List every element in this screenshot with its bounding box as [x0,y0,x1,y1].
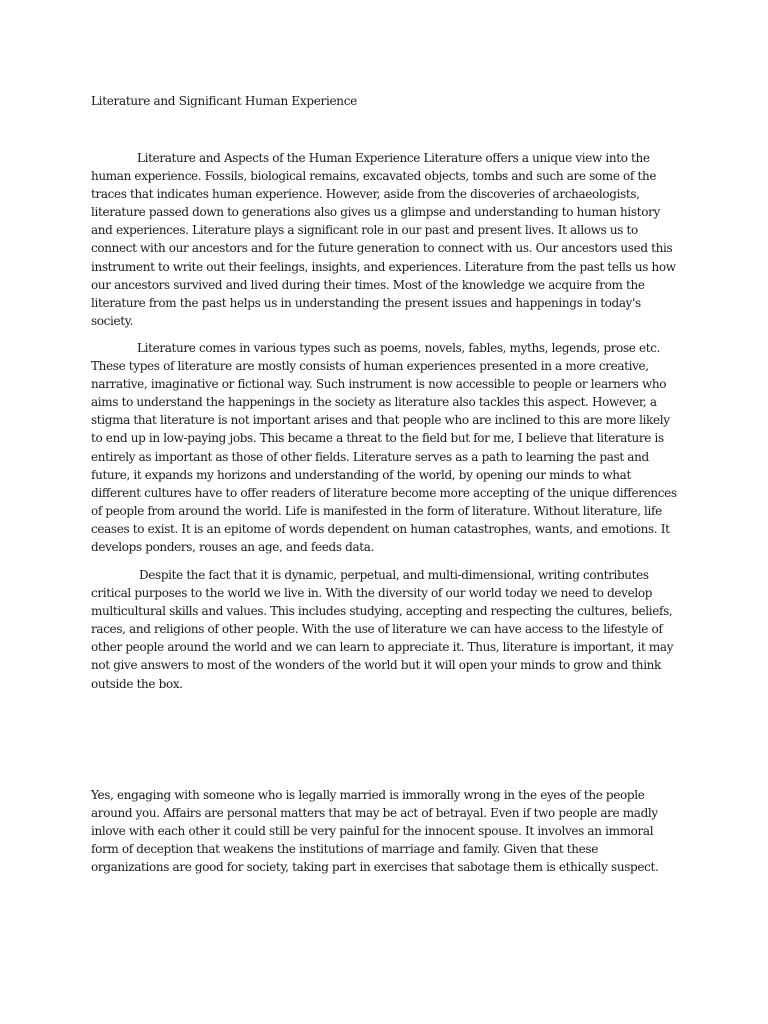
document-title: Literature and Significant Human Experience [91,94,357,108]
paragraph-2: Literature comes in various types such as poems, novels, fables, myths, legends, prose etc. These types of literature are mostly consists of human experiences presented in a more creative, narrative, imaginative or fictional way. Such instrument is now accessible to people or learners who aims to understand the happenings in the society as literature also tackles this aspect. However, a stigma that literature is not important arises and that people who are inclined to this are more likely to end up in low-paying jobs. This became a threat to the field but for me, I believe that literature is entirely as important as those of other fields. Literature serves as a path to learning the past and future, it expands my horizons and understanding of the world, by opening our minds to what different cultures have to offer readers of literature become more accepting of the unique differences of people from around the world. Life is manifested in the form of literature. Without literature, life ceases to exist. It is an epitome of words dependent on human catastrophes, wants, and emotions. It develops ponders, rouses an age, and feeds data. [91,341,677,555]
paragraph-4: Yes, engaging with someone who is legally married is immorally wrong in the eyes of the people around you. Affairs are personal matters that may be act of betrayal. Even if two people are madly inlove with each other it could still be very painful for the innocent spouse. It involves an immoral form of deception that weakens the institutions of marriage and family. Given that these organizations are good for society, taking part in exercises that sabotage them is ethically suspect. [91,788,659,875]
paragraph-1: Literature and Aspects of the Human Experience Literature offers a unique view into the human experience. Fossils, biological remains, excavated objects, tombs and such are some of the traces that indicates human experience. However, aside from the discoveries of archaeologists, literature passed down to generations also gives us a glimpse and understanding to human history and experiences. Literature plays a significant role in our past and present lives. It allows us to connect with our ancestors and for the future generation to connect with us. Our ancestors used this instrument to write out their feelings, insights, and experiences. Literature from the past tells us how our ancestors survived and lived during their times. Most of the knowledge we acquire from the literature from the past helps us in understanding the present issues and happenings in today's society. [91,151,676,328]
paragraph-3: Despite the fact that it is dynamic, perpetual, and multi-dimensional, writing contributes critical purposes to the world we live in. With the diversity of our world today we need to develop multicultural skills and values. This includes studying, accepting and respecting the cultures, beliefs, races, and religions of other people. With the use of literature we can have access to the lifestyle of other people around the world and we can learn to appreciate it. Thus, literature is important, it may not give answers to most of the wonders of the world but it will open your minds to grow and think outside the box. [91,568,674,691]
